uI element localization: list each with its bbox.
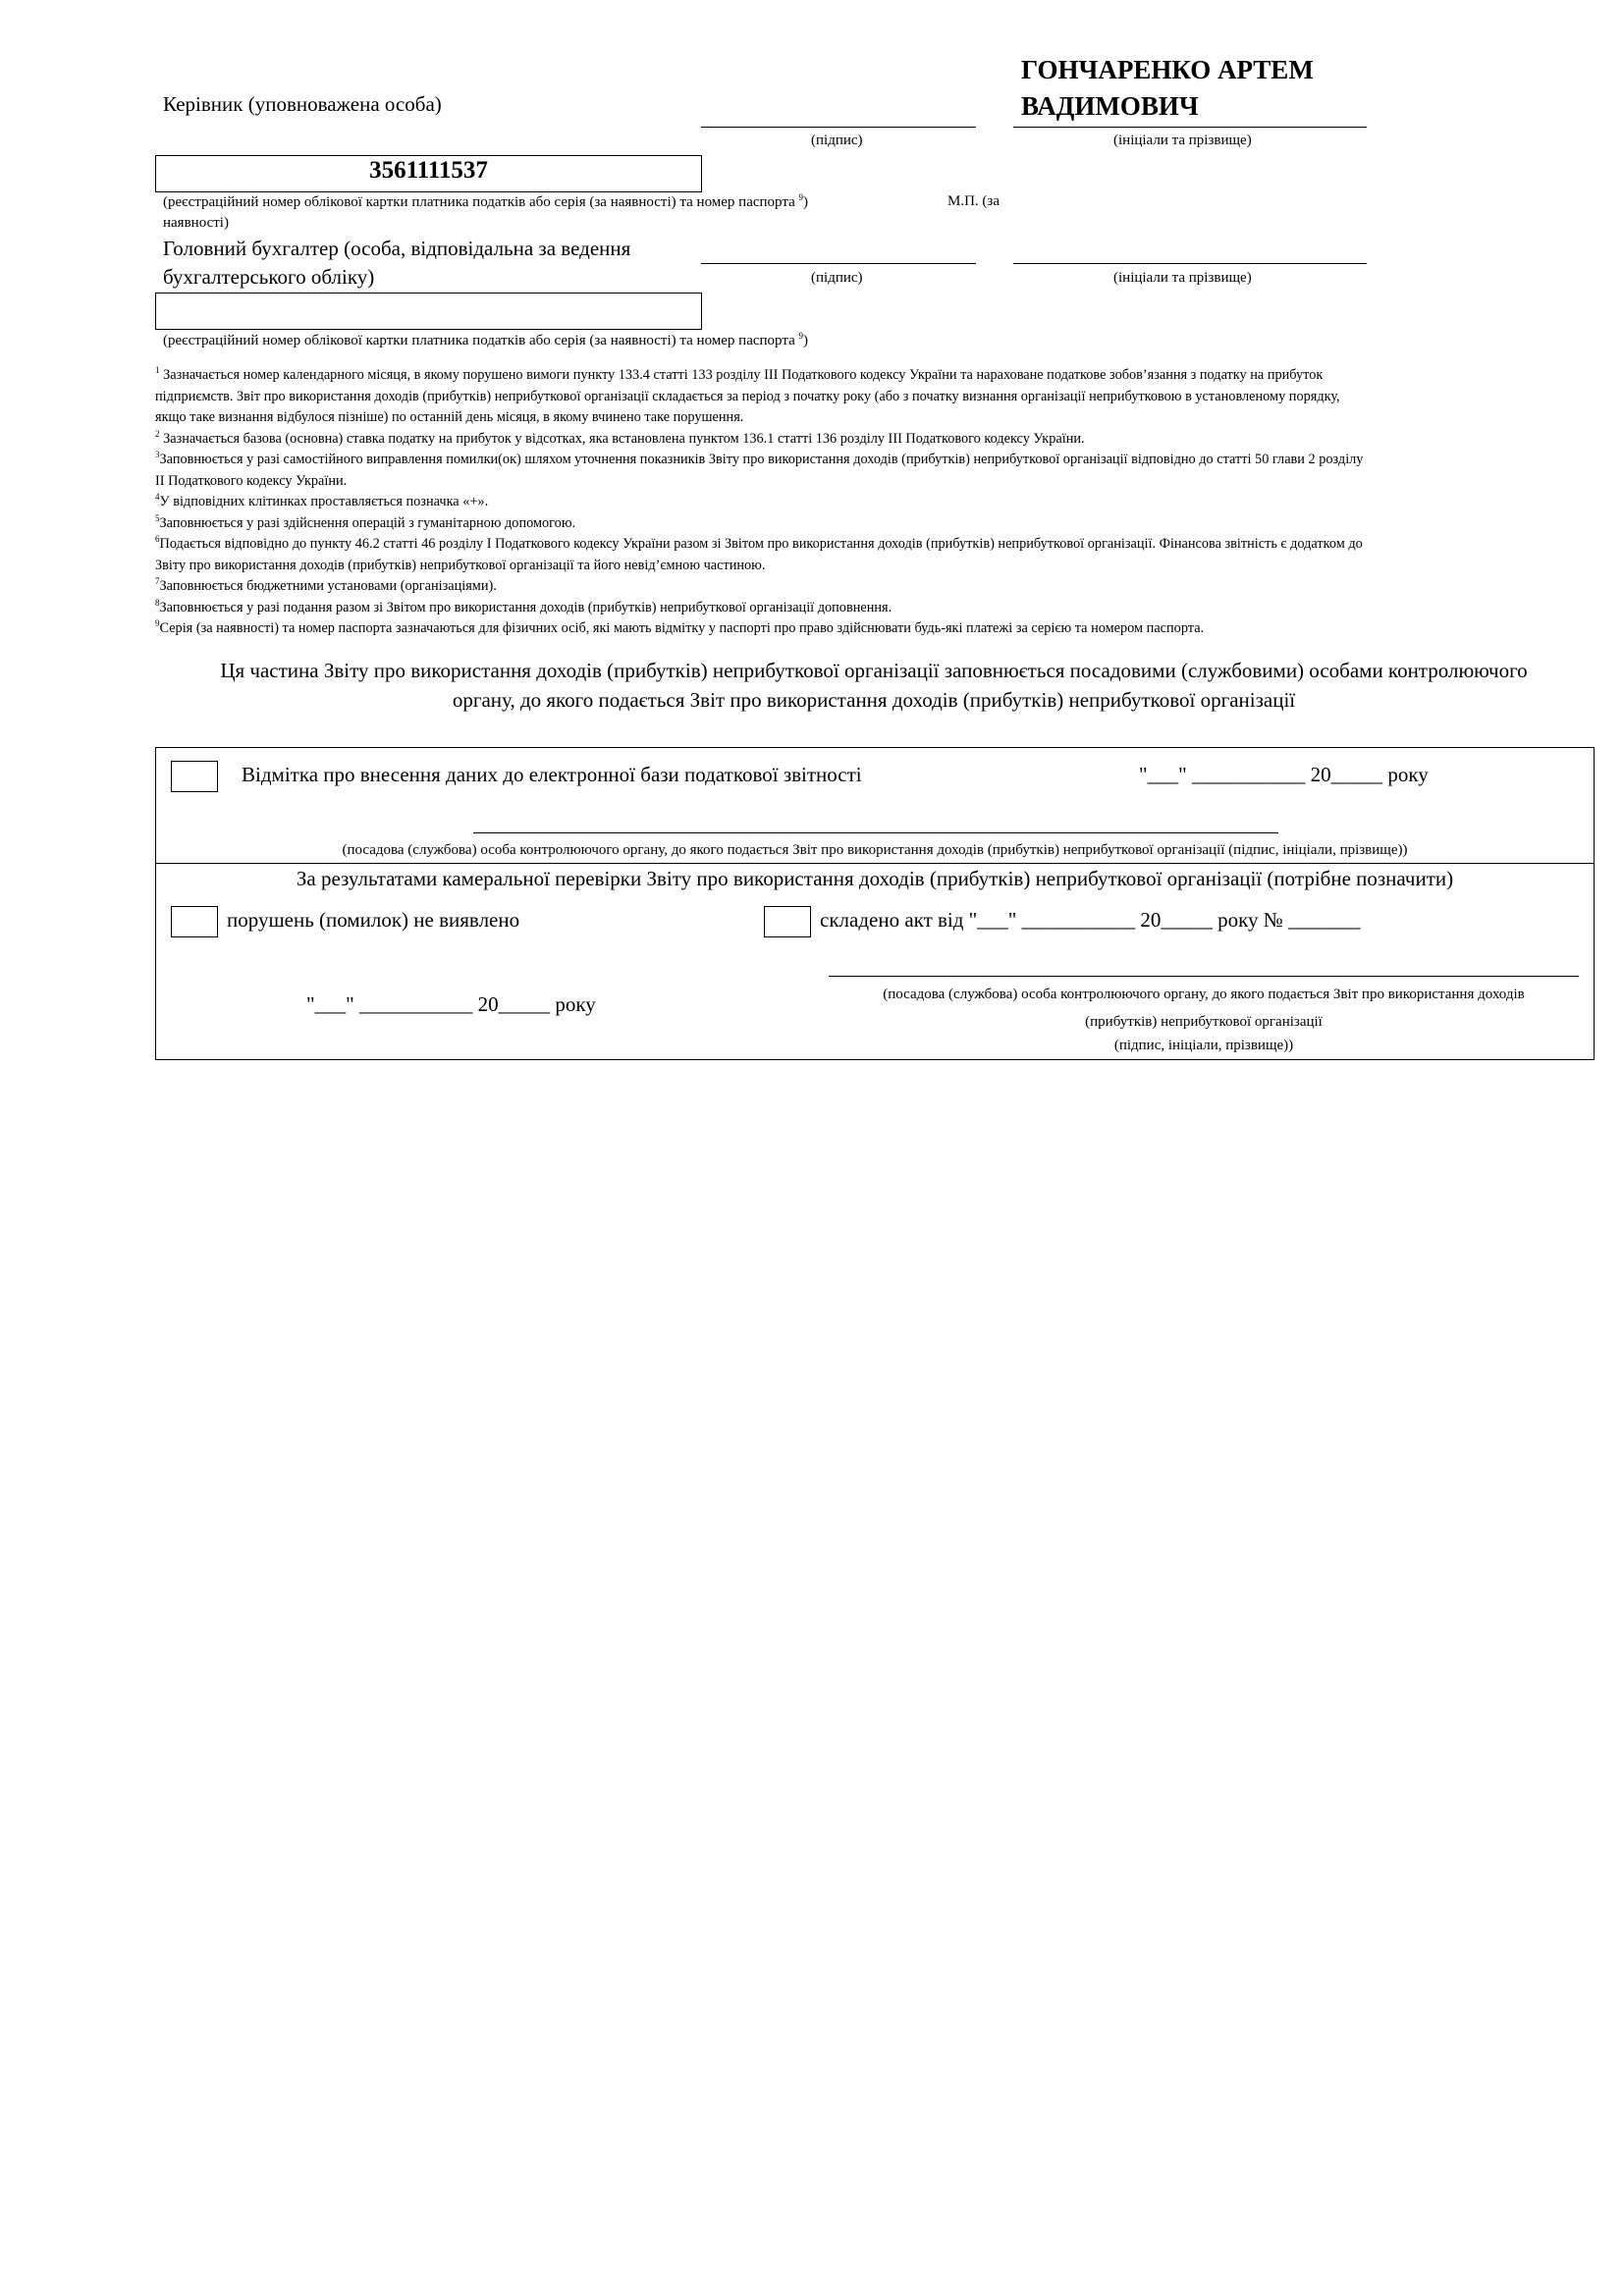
footnote-3-line1: Заповнюється у разі самостійного виправлення помилки(ок) шляхом уточнення показників Звіту про використання доходів (прибутків) неприбуткової організації відповідно до статті 50 глави 2 розділу xyxy=(159,452,1364,467)
db-entry-label: Відмітка про внесення даних до електронної бази податкової звітності xyxy=(242,763,862,786)
head-role-label: Керівник (уповноважена особа) xyxy=(163,92,442,116)
head-registration-field[interactable] xyxy=(155,155,702,192)
footnote-4 xyxy=(155,492,1591,513)
footnote-6-line2: Звіту про використання доходів (прибутків) неприбуткової організації та його невід’ємною частиною. xyxy=(155,557,766,573)
footnote-3 xyxy=(155,450,1591,492)
footnote-6 xyxy=(155,534,1591,576)
footnote-6-sup: 6 xyxy=(155,534,160,545)
accountant-registration-caption-close: ) xyxy=(803,333,808,348)
footnote-1-sup: 1 xyxy=(155,365,160,376)
footnote-1-line3: якщо таке визнання відбулося пізніше) по останній день місяця, в якому вчинено таке порушення. xyxy=(155,409,744,425)
accountant-signature-caption: (підпис) xyxy=(811,270,863,286)
footnote-9-line1: Серія (за наявності) та номер паспорта зазначаються для фізичних осіб, які мають відмітку у паспорті про право здійснювати будь-які платежі за серією та номером паспорта. xyxy=(159,620,1205,636)
bottom-caption-line3: (підпис, ініціали, прізвище)) xyxy=(1113,1038,1294,1053)
footnote-1 xyxy=(155,365,1591,429)
footnote-8-line1: Заповнюється у разі подання разом зі Звітом про використання доходів (прибутків) неприбуткової організації доповнення. xyxy=(159,599,893,615)
footnote-1-line1: Зазначається номер календарного місяця, в якому порушено вимоги пункту 133.4 статті 133 розділу III Податкового кодексу України та нараховане податкове зобов’язання з податку на прибуток xyxy=(159,367,1324,383)
accountant-initials-line xyxy=(1013,263,1367,264)
footnote-3-line2: II Податкового кодексу України. xyxy=(155,472,348,489)
head-full-name-line1: ГОНЧАРЕНКО АРТЕМ xyxy=(1021,55,1314,84)
authority-table-divider xyxy=(155,863,1595,864)
stamp-label: М.П. (за xyxy=(947,193,1000,209)
footnote-8-sup: 8 xyxy=(155,597,160,608)
footnote-5-sup: 5 xyxy=(155,512,160,523)
accountant-signature-line[interactable] xyxy=(701,263,976,264)
accountant-role-label-line1: Головний бухгалтер (особа, відповідальна за ведення xyxy=(163,237,631,260)
head-registration-caption xyxy=(163,192,808,211)
db-entry-checkbox[interactable] xyxy=(171,761,218,792)
footnote-9 xyxy=(155,618,1591,640)
act-checkbox[interactable] xyxy=(764,906,811,937)
no-violations-label: порушень (помилок) не виявлено xyxy=(227,908,520,932)
bottom-date[interactable]: "___" ___________ 20_____ року xyxy=(306,992,596,1016)
footnote-3-sup: 3 xyxy=(155,450,160,460)
audit-heading: За результатами камеральної перевірки Звіту про використання доходів (прибутків) неприбуткової організації (потрібне позначити) xyxy=(296,867,1454,890)
head-signature-caption: (підпис) xyxy=(811,133,863,148)
footnote-2 xyxy=(155,429,1591,451)
act-label[interactable]: складено акт від "___" ___________ 20_____ року № _______ xyxy=(820,908,1361,932)
db-entry-date[interactable]: "___" ___________ 20_____ року xyxy=(1139,763,1429,786)
accountant-role-label-line2: бухгалтерського обліку) xyxy=(163,265,375,289)
bottom-caption-line2: (прибутків) неприбуткової організації xyxy=(1085,1014,1323,1030)
head-registration-caption-text: (реєстраційний номер облікової картки платника податків або серія (за наявності) та номер паспорта xyxy=(163,194,795,210)
footnote-2-line1: Зазначається базова (основна) ставка податку на прибуток у відсотках, яка встановлена пунктом 136.1 статті 136 розділу III Податкового кодексу України. xyxy=(159,430,1085,447)
footnote-5 xyxy=(155,513,1591,535)
footnote-7 xyxy=(155,576,1591,598)
official-signature-line[interactable] xyxy=(473,832,1278,833)
head-full-name-line2: ВАДИМОВИЧ xyxy=(1021,91,1199,121)
authority-heading-line2: органу, до якого подається Звіт про використання доходів (прибутків) неприбуткової організації xyxy=(452,688,1296,712)
head-registration-caption-sup: 9 xyxy=(798,192,803,202)
footnote-9-sup: 9 xyxy=(155,618,160,629)
footnote-8 xyxy=(155,598,1591,619)
bottom-official-signature-line[interactable] xyxy=(829,976,1579,977)
head-registration-number: 3561111537 xyxy=(369,157,488,184)
footnote-5-line1: Заповнюється у разі здійснення операцій з гуманітарною допомогою. xyxy=(159,514,576,531)
accountant-initials-caption: (ініціали та прізвище) xyxy=(1113,270,1252,286)
footnote-4-sup: 4 xyxy=(155,492,160,503)
accountant-registration-field[interactable] xyxy=(155,293,702,330)
no-violations-checkbox[interactable] xyxy=(171,906,218,937)
head-signature-line[interactable] xyxy=(701,127,976,128)
footnote-7-line1: Заповнюється бюджетними установами (організаціями). xyxy=(159,578,497,594)
footnotes xyxy=(155,365,1591,640)
head-registration-caption-line2: наявності) xyxy=(163,215,229,231)
accountant-registration-caption-sup: 9 xyxy=(798,331,803,341)
head-registration-caption-close: ) xyxy=(803,194,808,210)
accountant-registration-caption xyxy=(163,331,808,349)
head-initials-caption: (ініціали та прізвище) xyxy=(1113,133,1252,148)
bottom-caption-line1: (посадова (службова) особа контролюючого органу, до якого подається Звіт про використання доходів xyxy=(883,987,1525,1002)
official-caption: (посадова (службова) особа контролюючого органу, до якого подається Звіт про використання доходів (прибутків) неприбуткової організації (підпис, ініціали, прізвище)) xyxy=(342,842,1408,858)
footnote-6-line1: Подається відповідно до пункту 46.2 статті 46 розділу I Податкового кодексу України разом зі Звітом про використання доходів (прибутків) неприбуткової організації. Фінансова звітність є додатком до xyxy=(159,536,1363,552)
authority-heading-line1: Ця частина Звіту про використання доходів (прибутків) неприбуткової організації заповнюється посадовими (службовими) особами контролюючого xyxy=(220,659,1528,682)
footnote-2-sup: 2 xyxy=(155,428,160,439)
footnote-7-sup: 7 xyxy=(155,576,160,587)
accountant-registration-caption-text: (реєстраційний номер облікової картки платника податків або серія (за наявності) та номер паспорта xyxy=(163,333,795,348)
footnote-1-line2: підприємств. Звіт про використання доходів (прибутків) неприбуткової організації складається за період з початку року (або з початку визнання організації неприбутковою в установленому порядку, xyxy=(155,388,1340,404)
footnote-4-line1: У відповідних клітинках проставляється позначка «+». xyxy=(159,494,489,509)
head-initials-line xyxy=(1013,127,1367,128)
